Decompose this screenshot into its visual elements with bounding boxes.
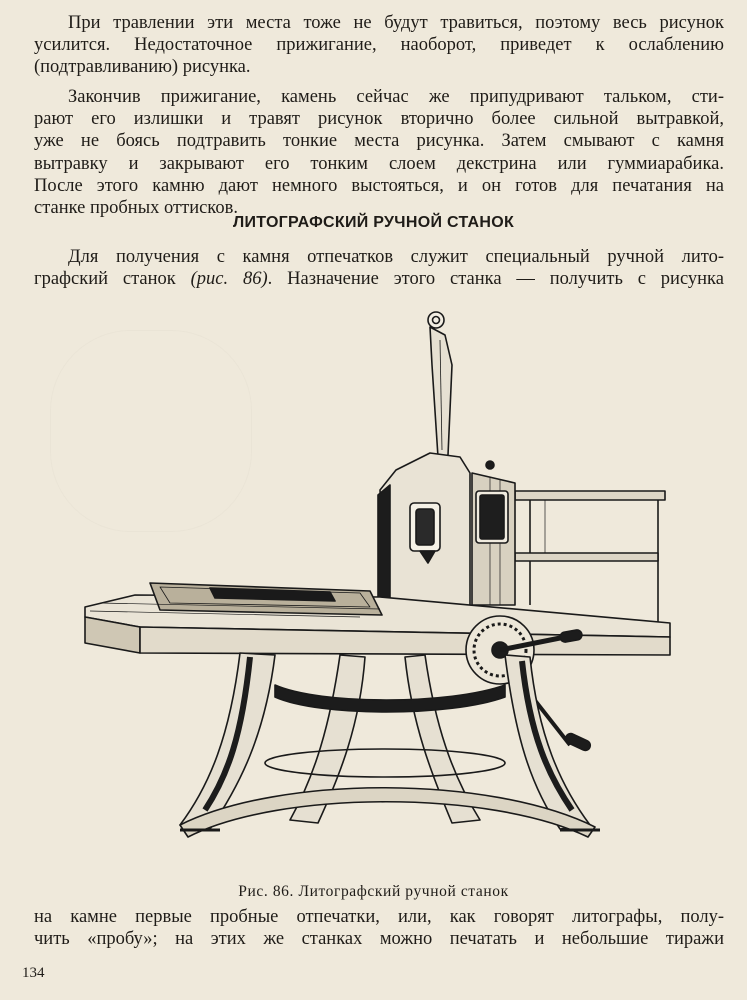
text-line: усилится. Недостаточное прижигание, наоборот, приведет к ослаблению	[34, 35, 724, 56]
press-housing	[378, 453, 515, 610]
lithographic-press-illustration	[60, 305, 690, 870]
text-line: При травлении эти места тоже не будут травиться, поэтому весь рисунок	[68, 13, 724, 33]
figure-reference: (рис. 86)	[190, 269, 268, 290]
text-line: вытравку и закрывают его тонким слоем декстрина или гуммиарабика.	[34, 153, 724, 174]
text-line: После этого камню дают немного выстояться, и он готов для печатания на	[34, 175, 724, 196]
text-fragment: графский станок	[34, 269, 191, 290]
paragraph-press-intro	[34, 246, 724, 290]
paragraph-proofs	[34, 906, 724, 950]
text-line: станке пробных оттисков.	[34, 198, 238, 219]
text-fragment: . Назначение этого станка — получить с рисунка	[267, 269, 724, 290]
paragraph-etching	[34, 12, 724, 79]
rear-shelf-frame	[515, 491, 665, 625]
text-line: (подтравливанию) рисунка.	[34, 57, 251, 78]
page-number: 134	[22, 965, 45, 981]
text-line: уже не боясь подтравить тонкие места рисунка. Затем смывают с камня	[34, 131, 724, 152]
press-lever	[428, 312, 452, 457]
text-line: на камне первые пробные отпечатки, или, как говорят литографы, полу-	[34, 907, 724, 927]
figure-caption: Рис. 86. Литографский ручной станок	[238, 883, 509, 900]
text-line: Закончив прижигание, камень сейчас же припудривают тальком, сти-	[68, 87, 724, 107]
text-line: Для получения с камня отпечатков служит специальный ручной лито-	[68, 247, 724, 267]
paragraph-burning	[34, 86, 724, 219]
section-heading: ЛИТОГРАФСКИЙ РУЧНОЙ СТАНОК	[232, 214, 515, 231]
text-line: чить «пробу»; на этих же станках можно печатать и небольшие тиражи	[34, 929, 724, 950]
text-line	[34, 268, 724, 290]
text-line: рают его излишки и травят рисунок вторично более сильной вытравкой,	[34, 109, 724, 130]
press-base	[180, 653, 600, 837]
